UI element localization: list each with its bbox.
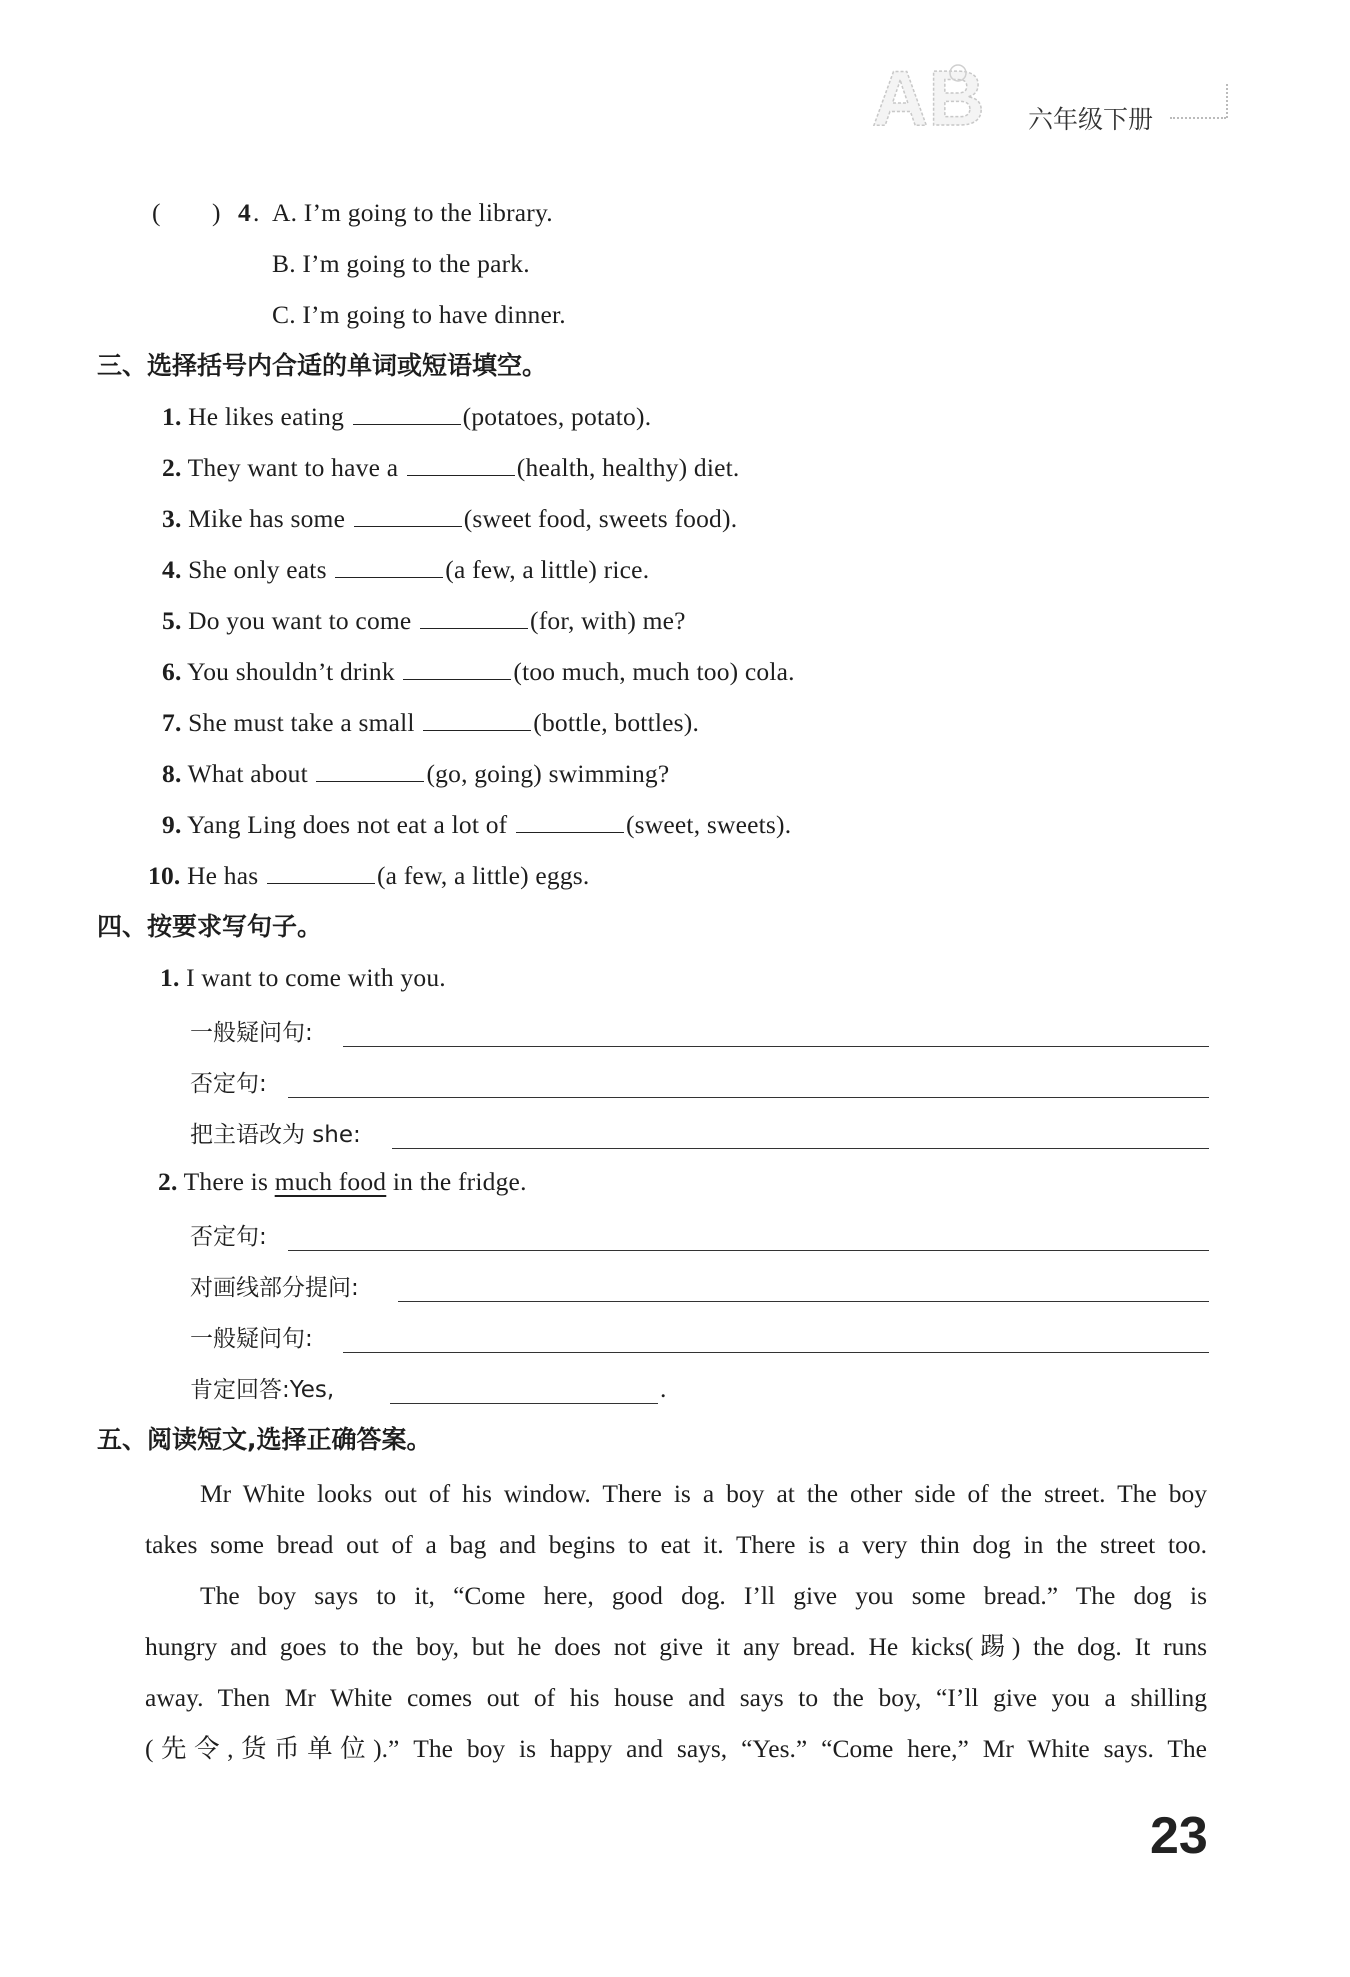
answer-line[interactable] (390, 1403, 658, 1404)
answer-paren-open: ( (152, 198, 161, 227)
question-number-dot: . (253, 198, 260, 227)
logo-letters: AB (872, 55, 985, 135)
answer-blank[interactable] (420, 604, 528, 629)
answer-blank[interactable] (335, 553, 443, 578)
option-c: C. I’m going to have dinner. (272, 300, 566, 329)
prompt-negative-form: 否定句: (190, 1224, 267, 1250)
passage-line: hungry and goes to the boy, but he does not give it any bread. He kicks(踢) the dog. It runs (145, 1632, 1207, 1661)
option-a: A. I’m going to the library. (272, 198, 553, 227)
section-4-title: 四、按要求写句子。 (97, 912, 323, 941)
fill-item: 4. She only eats (a few, a little) rice. (162, 555, 650, 584)
answer-paren-close: ) (212, 198, 221, 227)
passage-line: Mr White looks out of his window. There is a boy at the other side of the street. The boy (200, 1479, 1207, 1508)
answer-blank[interactable] (403, 655, 511, 680)
fill-item: 7. She must take a small (bottle, bottles). (162, 708, 700, 737)
prompt-negative-form: 否定句: (190, 1071, 267, 1097)
prompt-question-form: 一般疑问句: (190, 1326, 313, 1352)
answer-line[interactable] (288, 1250, 1209, 1251)
prompt-short-answer: 肯定回答:Yes, (190, 1377, 335, 1403)
fill-item: 6. You shouldn’t drink (too much, much too) cola. (162, 657, 795, 686)
header-corner-rule (1226, 84, 1228, 118)
section-5-title: 五、阅读短文,选择正确答案。 (97, 1425, 432, 1454)
answer-blank[interactable] (316, 757, 424, 782)
rewrite-sentence-1: 1. I want to come with you. (160, 963, 446, 992)
answer-blank[interactable] (353, 400, 461, 425)
prompt-ask-underlined: 对画线部分提问: (190, 1275, 359, 1301)
answer-line[interactable] (343, 1352, 1209, 1353)
fill-item: 10. He has (a few, a little) eggs. (148, 861, 590, 890)
fill-item: 1. He likes eating (potatoes, potato). (162, 402, 652, 431)
fill-item: 2. They want to have a (health, healthy) diet. (162, 453, 740, 482)
page-number: 23 (1150, 1807, 1208, 1865)
rewrite-sentence-2: 2. There is much food in the fridge. (158, 1167, 527, 1196)
answer-line[interactable] (398, 1301, 1209, 1302)
fill-item: 9. Yang Ling does not eat a lot of (sweet, sweets). (162, 810, 792, 839)
answer-blank[interactable] (516, 808, 624, 833)
passage-line: takes some bread out of a bag and begins to eat it. There is a very thin dog in the street too. (145, 1530, 1207, 1559)
answer-blank[interactable] (407, 451, 515, 476)
header-dotted-line (1170, 117, 1226, 119)
fill-item: 8. What about (go, going) swimming? (162, 759, 670, 788)
answer-line[interactable] (288, 1097, 1209, 1098)
short-answer-period: . (660, 1374, 667, 1403)
prompt-subject-she: 把主语改为 she: (190, 1122, 361, 1148)
passage-line: away. Then Mr White comes out of his house and says to the boy, “I’ll give you a shilling (145, 1683, 1207, 1712)
question-number: 4 (238, 198, 251, 227)
answer-blank[interactable] (267, 859, 375, 884)
answer-blank[interactable] (354, 502, 462, 527)
fill-item: 3. Mike has some (sweet food, sweets food). (162, 504, 738, 533)
fill-item: 5. Do you want to come (for, with) me? (162, 606, 686, 635)
answer-blank[interactable] (423, 706, 531, 731)
underlined-phrase: much food (274, 1167, 387, 1196)
ab-logo (870, 55, 990, 135)
grade-label: 六年级下册 (1028, 105, 1154, 134)
answer-line[interactable] (392, 1148, 1209, 1149)
answer-line[interactable] (343, 1046, 1209, 1047)
section-3-title: 三、选择括号内合适的单词或短语填空。 (97, 351, 548, 380)
prompt-question-form: 一般疑问句: (190, 1020, 313, 1046)
passage-line: (先令,货币单位).” The boy is happy and says, “Yes.” “Come here,” Mr White says. The (145, 1734, 1207, 1763)
passage-line: The boy says to it, “Come here, good dog. I’ll give you some bread.” The dog is (200, 1581, 1207, 1610)
option-b: B. I’m going to the park. (272, 249, 530, 278)
